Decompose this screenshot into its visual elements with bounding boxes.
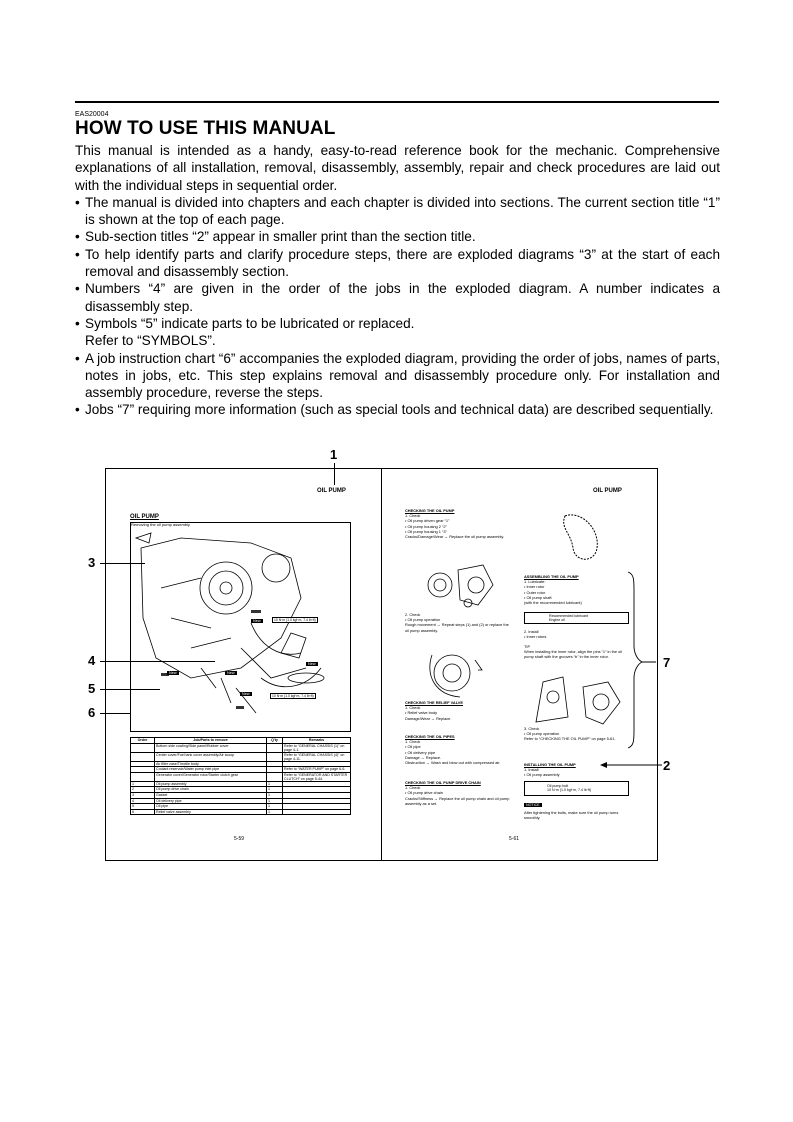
page-title: HOW TO USE THIS MANUAL bbox=[75, 118, 336, 139]
procedure-line: • Oil pump operation bbox=[524, 731, 560, 737]
callout-2: 2 bbox=[663, 758, 671, 773]
procedure-line: 3. Check bbox=[524, 726, 540, 731]
procedure-line: Refer to “CHECKING THE OIL PUMP” on page 5-61. bbox=[524, 736, 616, 742]
procedure-line: • Oil pump drive chain bbox=[405, 790, 443, 796]
procedure-line: • Oil pump driven gear “1” bbox=[405, 518, 450, 524]
chart-cell: 1 bbox=[131, 781, 155, 787]
procedure-line: 1. Check bbox=[405, 739, 421, 745]
new-label-2: New bbox=[169, 671, 177, 675]
chart-cell: Oil pump assembly bbox=[155, 781, 267, 787]
procedure-block bbox=[405, 612, 513, 633]
procedure-block bbox=[524, 574, 630, 605]
chart-cell: 1 bbox=[267, 792, 283, 798]
body-text bbox=[75, 142, 720, 419]
bolt-torque-box: Oil pump bolt 10 N·m (1.0 kgf·m, 7.4 lb·ft) bbox=[524, 781, 629, 796]
procedure-line: • Oil pump housing 2 “2” bbox=[405, 523, 447, 529]
callout-4: 4 bbox=[88, 653, 96, 668]
left-subtitle: OIL PUMP bbox=[130, 514, 159, 520]
chart-cell: Bottom side cowling/Side panel/Rubber cover bbox=[155, 743, 267, 752]
chart-cell bbox=[131, 743, 155, 752]
chart-cell bbox=[267, 743, 283, 752]
bullet-3: • To help identify parts and clarify procedure steps, there are exploded diagrams “3” at the start of each removal and disassembly section. bbox=[75, 246, 720, 281]
procedure-line: • Inner rotors bbox=[524, 634, 547, 640]
new-label-5: New bbox=[242, 692, 250, 696]
chart-cell: Center cover/Fuel tank cover assembly/Air scoop bbox=[155, 752, 267, 761]
chart-row bbox=[131, 752, 351, 761]
bullet-2: • Sub-section titles “2” appear in smaller print than the section title. bbox=[75, 228, 720, 245]
procedure-block bbox=[405, 700, 513, 721]
chart-cell: Refer to “GENERAL CHASSIS (1)” on page 4-1. bbox=[283, 743, 351, 752]
procedure-line: 2. Check bbox=[405, 612, 421, 617]
chart-cell: Relief valve assembly bbox=[155, 809, 267, 815]
callout-6-leader bbox=[100, 713, 130, 714]
procedure-heading: CHECKING THE OIL PUMP DRIVE CHAIN bbox=[405, 780, 481, 785]
exploded-diagram bbox=[131, 528, 350, 731]
callout-4-leader bbox=[100, 661, 215, 662]
procedure-line: Rough movement → Repeat steps (1) and (2) or replace the oil pump assembly. bbox=[405, 622, 509, 633]
callout-2-leader bbox=[600, 760, 662, 770]
chart-cell: 2 bbox=[131, 787, 155, 793]
chart-cell: Oil pipe bbox=[155, 804, 267, 810]
procedure-line: • Outer rotor bbox=[524, 589, 546, 595]
notice-text: After tightening the bolts, make sure the oil pump turns smoothly. bbox=[524, 810, 619, 821]
callout-5: 5 bbox=[88, 681, 96, 696]
chart-cell: 3 bbox=[131, 792, 155, 798]
chart-cell: 5 bbox=[131, 804, 155, 810]
procedure-block bbox=[405, 508, 513, 539]
chart-cell: 1 bbox=[267, 781, 283, 787]
callout-7-bracket bbox=[620, 570, 660, 750]
procedure-heading: CHECKING THE RELIEF VALVE bbox=[405, 700, 464, 705]
chart-cell: 1 bbox=[267, 787, 283, 793]
procedure-line: Cracks/Stiffness → Replace the oil pump chain and oil pump assembly as a set. bbox=[405, 795, 510, 806]
procedure-line: • Oil pump housing 1 “3” bbox=[405, 528, 447, 534]
new-label-1: New bbox=[253, 619, 261, 623]
procedure-line: Damage → Replace. bbox=[405, 754, 442, 760]
oil-pump-parts-illustration bbox=[418, 555, 503, 615]
callout-5-leader bbox=[100, 689, 160, 690]
bullet-7: • Jobs “7” requiring more information (such as special tools and technical data) are described sequentially. bbox=[75, 401, 720, 418]
intro-paragraph: This manual is intended as a handy, easy-to-read reference book for the mechanic. Comprehensive explanations of all installation, removal, disassembly, assembly, repair and check procedures are laid out with the individual steps in sequential order. bbox=[75, 143, 720, 193]
diagram-caption: Removing the oil pump assembly bbox=[131, 522, 190, 527]
callout-1: 1 bbox=[330, 447, 338, 462]
procedure-line: • Oil pipe bbox=[405, 744, 421, 750]
procedure-line: When installing the inner rotor, align the pins “1” in the oil pump shaft with the grooves “b” in the inner rotor. bbox=[524, 649, 622, 660]
torque-box-2: 10 N·m (1.0 kgf·m, 7.4 lb·ft) bbox=[272, 694, 314, 698]
sample-spread-divider bbox=[381, 468, 382, 861]
procedure-line: • Relief valve body bbox=[405, 710, 438, 716]
chart-row bbox=[131, 772, 351, 781]
chart-cell bbox=[267, 752, 283, 761]
top-rule bbox=[75, 101, 719, 103]
callout-7: 7 bbox=[663, 655, 671, 670]
procedure-heading: CHECKING THE OIL PUMP bbox=[405, 508, 455, 513]
chart-cell: Gasket bbox=[155, 792, 267, 798]
left-section-title: OIL PUMP bbox=[317, 488, 346, 494]
procedure-line: • Inner rotor bbox=[524, 584, 545, 590]
chart-cell bbox=[131, 772, 155, 781]
chart-cell bbox=[267, 772, 283, 781]
bullet-6: • A job instruction chart “6” accompanies the exploded diagram, providing the order of jobs, names of parts, notes in jobs, etc. This step explains removal and disassembly procedure only. For installation and assembly procedure, reverse the steps. bbox=[75, 350, 720, 402]
chart-cell: Coolant reservoir/Water pump inlet pipe bbox=[155, 767, 267, 773]
chart-cell: 1 bbox=[267, 809, 283, 815]
pump-rotation-illustration bbox=[420, 645, 495, 700]
torque-box-1: 10 N·m (1.0 kgf·m, 7.4 lb·ft) bbox=[274, 618, 316, 622]
drive-chain-illustration bbox=[555, 508, 615, 568]
right-section-title: OIL PUMP bbox=[593, 488, 622, 494]
bullet-1: • The manual is divided into chapters and each chapter is divided into sections. The current section title “1” is shown at the top of each page. bbox=[75, 194, 720, 229]
job-instruction-chart bbox=[130, 737, 351, 815]
chart-cell: Generator cover/Generator rotor/Starter clutch gear bbox=[155, 772, 267, 781]
section-code: EAS20004 bbox=[75, 111, 109, 118]
new-label-3: New bbox=[227, 671, 235, 675]
bullet-5: • Symbols “5” indicate parts to be lubricated or replaced. bbox=[75, 315, 720, 332]
procedure-line: 1. Check bbox=[405, 513, 421, 519]
chart-body bbox=[131, 743, 351, 815]
procedure-block bbox=[405, 780, 513, 806]
chart-row bbox=[131, 743, 351, 752]
notice-label: NOTICE bbox=[526, 803, 540, 807]
chart-header-remarks: Remarks bbox=[283, 738, 351, 744]
chart-cell bbox=[283, 809, 351, 815]
procedure-block bbox=[524, 629, 630, 639]
procedure-line: • Oil delivery pipe bbox=[405, 749, 436, 755]
chart-cell: Air filter case/Throttle body bbox=[155, 761, 267, 767]
chart-cell: Refer to “GENERAL CHASSIS (4)” on page 4-11. bbox=[283, 752, 351, 761]
chart-cell: Refer to “GENERATOR AND STARTER CLUTCH” on page 5-44. bbox=[283, 772, 351, 781]
chart-cell: 6 bbox=[131, 809, 155, 815]
procedure-heading: CHECKING THE OIL PIPES bbox=[405, 734, 455, 739]
callout-6: 6 bbox=[88, 705, 96, 720]
procedure-line: Obstruction → Wash and blow out with compressed air. bbox=[405, 760, 501, 766]
procedure-line: (with the recommended lubricant) bbox=[524, 600, 582, 606]
pump-assembly-illustration bbox=[528, 672, 628, 732]
procedure-line: • Oil pump operation bbox=[405, 617, 441, 623]
bullet-5-sub: Refer to “SYMBOLS”. bbox=[85, 333, 216, 349]
chart-cell bbox=[131, 752, 155, 761]
lubricant-box: Recommended lubricant Engine oil bbox=[524, 612, 629, 624]
procedure-line: 1. Install bbox=[524, 767, 539, 773]
procedure-line: • Oil pump shaft bbox=[524, 594, 552, 600]
chart-cell: 4 bbox=[131, 798, 155, 804]
callout-1-leader bbox=[334, 463, 335, 485]
procedure-line: TIP bbox=[524, 644, 531, 649]
chart-cell: Refer to “WATER PUMP” on page 6-6. bbox=[283, 767, 351, 773]
chart-cell: 1 bbox=[267, 804, 283, 810]
chart-row bbox=[131, 809, 351, 815]
chart-header-job: Job/Parts to remove bbox=[155, 738, 267, 744]
callout-3-leader bbox=[100, 563, 145, 564]
new-label-4: New bbox=[308, 662, 316, 666]
left-page-number: 5-59 bbox=[234, 836, 245, 842]
bullet-4: • Numbers “4” are given in the order of the jobs in the exploded diagram. A number indicates a disassembly step. bbox=[75, 280, 720, 315]
procedure-line: 1. Lubricate: bbox=[524, 579, 546, 585]
procedure-line: 1. Check bbox=[405, 705, 421, 711]
procedure-block bbox=[524, 644, 630, 660]
procedure-heading: INSTALLING THE OIL PUMP bbox=[524, 762, 576, 767]
procedure-line: 1. Check bbox=[405, 785, 421, 791]
procedure-line: Damage/Wear → Replace. bbox=[405, 715, 452, 721]
procedure-line: Cracks/Damage/Wear → Replace the oil pump assembly. bbox=[405, 534, 505, 540]
chart-header-order: Order bbox=[131, 738, 155, 744]
procedure-heading: ASSEMBLING THE OIL PUMP bbox=[524, 574, 579, 579]
callout-3: 3 bbox=[88, 555, 96, 570]
right-page-number: 5-61 bbox=[509, 836, 520, 842]
procedure-line: • Oil pump assembly bbox=[524, 772, 560, 778]
chart-cell: Oil pump drive chain bbox=[155, 787, 267, 793]
chart-cell: 1 bbox=[267, 798, 283, 804]
chart-header-qty: Q'ty bbox=[267, 738, 283, 744]
procedure-line: 2. Install bbox=[524, 629, 539, 634]
chart-cell: Oil delivery pipe bbox=[155, 798, 267, 804]
procedure-block bbox=[405, 734, 513, 765]
